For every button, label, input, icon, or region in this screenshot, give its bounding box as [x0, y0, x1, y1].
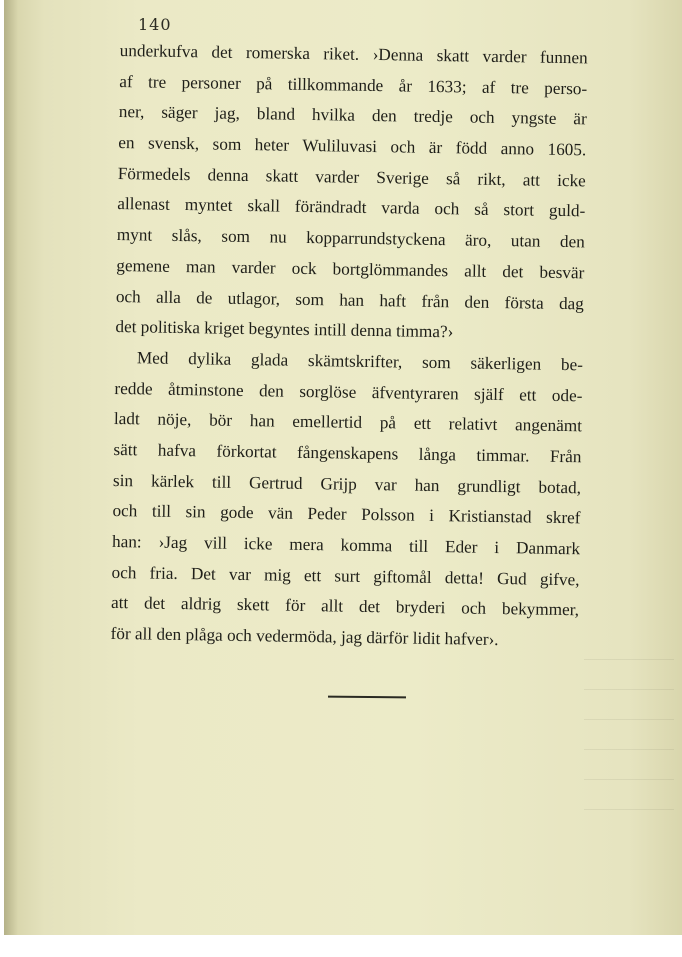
page-gutter-shadow — [4, 0, 18, 935]
text-line: af tre personer på tillkommande år 1633; af tre perso- — [119, 71, 588, 99]
text-line: allenast myntet skall förändradt varda och så stort guld- — [117, 194, 586, 221]
text-line: redde åtminstone den sorglöse äfventyraren själf ett ode- — [114, 378, 583, 405]
text-line: ladt nöje, bör han emellertid på ett relativt angenämt — [113, 409, 583, 436]
text-line: det politiska kriget begyntes intill denna timma?› — [115, 317, 454, 342]
text-line: och alla de utlagor, som han haft från den första dag — [115, 286, 585, 313]
scan-bottom-margin — [0, 935, 682, 957]
body-text — [110, 36, 588, 657]
text-line: mynt slås, som nu kopparrundstyckena äro, utan den — [116, 225, 585, 252]
text-line: ner, säger jag, bland hvilka den tredje och yngste är — [118, 102, 587, 129]
paragraph-2 — [110, 343, 583, 657]
text-line: Med dylika glada skämtskrifter, som säkerligen be- — [136, 348, 584, 375]
text-line: att det aldrig skett för allt det bryderi och bekymmer, — [110, 593, 580, 620]
text-line: Förmedels denna skatt varder Sverige så rikt, att icke — [117, 163, 586, 191]
text-line: sin kärlek till Gertrud Grijp var han grundligt botad, — [112, 470, 582, 497]
text-line: och till sin gode vän Peder Polsson i Kristianstad skref — [112, 501, 581, 528]
text-line: sätt hafva förkortat fångenskapens långa timmar. Från — [113, 439, 582, 467]
text-line: en svensk, som heter Wuliluvasi och är född anno 1605. — [118, 133, 587, 160]
text-line: han: ›Jag vill icke mera komma till Eder i Danmark — [111, 531, 581, 559]
text-line: gemene man varder ock bortglömmandes allt det besvär — [116, 255, 585, 283]
text-line: och fria. Det var mig ett surt giftomål detta! Gud gifve, — [111, 562, 580, 589]
reverse-side-bleed-through — [584, 640, 674, 810]
text-line: för all den plåga och vedermöda, jag därför lidit hafver›. — [110, 623, 499, 650]
paragraph-1 — [115, 36, 588, 350]
page-number: 140 — [138, 15, 172, 34]
text-line: underkufva det romerska riket. ›Denna skatt varder funnen — [119, 40, 588, 68]
